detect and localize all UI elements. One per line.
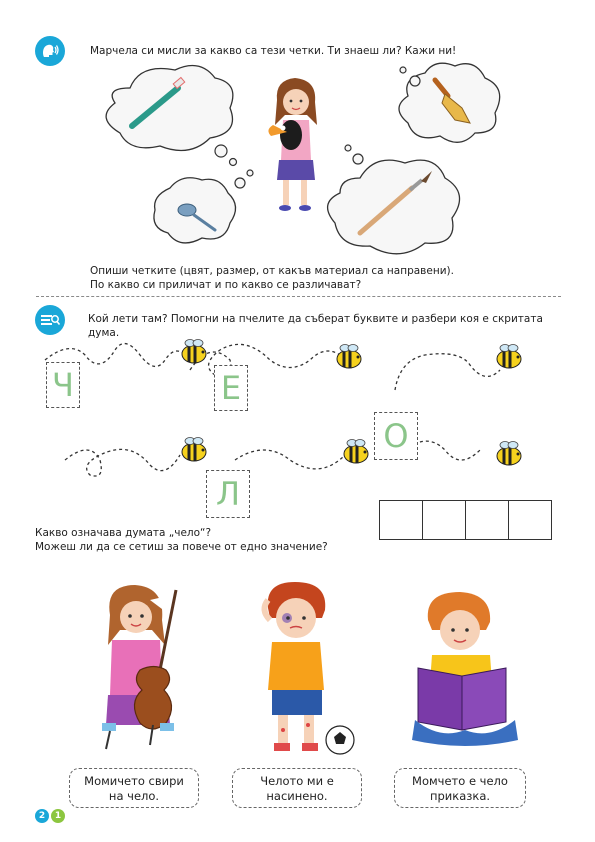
letter-box-1[interactable]: Ч [46, 362, 80, 408]
page-digit-1: 2 [35, 809, 49, 823]
caption-forehead-line2: насинено. [266, 789, 328, 803]
letter-box-2[interactable]: Е [214, 365, 248, 411]
thought-cloud-toothbrush [106, 66, 236, 166]
section2-question-2: Можеш ли да се сетиш за повече от едно значение? [35, 541, 328, 553]
caption-cello-line1: Момичето свири [84, 774, 184, 788]
hidden-word-answer-boxes[interactable] [380, 500, 552, 540]
section-divider [36, 296, 561, 297]
section1-instruction: Марчела си мисли за какво са тези четки. Ти знаеш ли? Кажи ни! [90, 45, 457, 57]
bee-icon [344, 440, 368, 464]
boy-reading-book [410, 590, 520, 750]
caption-reading-line1: Момчето е чело [412, 774, 508, 788]
answer-cell[interactable] [465, 500, 509, 540]
caption-cello [69, 768, 199, 808]
brush-illustrations [90, 58, 510, 263]
girl-with-toucan [268, 78, 317, 211]
bee-icon [497, 345, 521, 369]
girl-playing-cello [90, 585, 190, 750]
answer-cell[interactable] [422, 500, 466, 540]
section2-question-1: Какво означава думата „чело“? [35, 527, 212, 539]
page-digit-2: 1 [51, 809, 65, 823]
thought-cloud-paint-brush [399, 63, 500, 142]
bee-icon [182, 340, 206, 364]
section1-question-1: Опиши четките (цвят, размер, от какъв материал са направени). [90, 265, 454, 277]
caption-forehead-line1: Челото ми е [260, 774, 334, 788]
bee-flight-paths [30, 330, 570, 505]
caption-cello-line2: на чело. [108, 789, 160, 803]
section2-instruction: Кой лети там? Помогни на пчелите да съберат буквите и разбери коя е скритата дума. [88, 313, 543, 339]
caption-reading [394, 768, 526, 808]
caption-forehead [232, 768, 362, 808]
thought-cloud-hair-brush [154, 170, 253, 243]
letter-box-3[interactable]: О [374, 412, 418, 460]
page-number [35, 809, 65, 823]
thought-cloud-artist-brush [328, 145, 460, 254]
speaking-head-icon [35, 36, 65, 66]
bee-icon [497, 442, 521, 466]
section1-question-2: По какво си приличат и по какво се различават? [90, 279, 362, 291]
letter-box-4[interactable]: Л [206, 470, 250, 518]
answer-cell[interactable] [508, 500, 552, 540]
answer-cell[interactable] [379, 500, 423, 540]
bee-icon [337, 345, 361, 369]
bee-icon [182, 438, 206, 462]
boy-with-bruise-and-ball [250, 580, 360, 758]
caption-reading-line2: приказка. [429, 789, 491, 803]
